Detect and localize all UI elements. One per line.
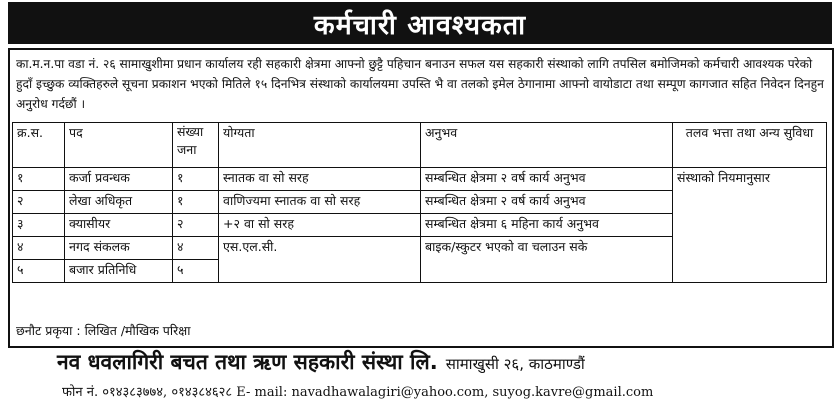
cell-experience: सम्बन्धित क्षेत्रमा २ वर्ष कार्य अनुभव [421, 168, 673, 191]
header-post: पद [65, 123, 173, 168]
cell-post: बजार प्रतिनिधि [65, 260, 173, 283]
cell-experience: बाइक/स्कुटर भएको वा चलाउन सके [421, 237, 673, 283]
vacancy-table [12, 122, 827, 283]
org-address: सामाखुसी २६, काठमाण्डौं [445, 355, 585, 373]
header-salary: तलव भत्ता तथा अन्य सुविधा [673, 123, 827, 168]
cell-post: क्यासीयर [65, 214, 173, 237]
cell-salary: संस्थाको नियमानुसार [673, 168, 827, 283]
cell-sn: २ [13, 191, 65, 214]
cell-count: १ [173, 168, 219, 191]
cell-count: १ [173, 191, 219, 214]
header-experience: अनुभव [421, 123, 673, 168]
intro-paragraph: का.म.न.पा वडा नं. २६ सामाखुशीमा प्रधान कार्यालय रही सहकारी क्षेत्रमा आफ्नो छुट्टै पहिचान बनाउन सफल यस सहकारी संस्थाको लागि तपसिल बमोजिमको कर्मचारी आवश्यक परेको हुदाँ इच्छुक व्यक्तिहरुले सूचना प्रकाशन भएको मितिले १५ दिनभित्र संस्थाको कार्यालयमा उपस्ति भै वा तलको इमेल ठेगानामा आफ्नो वायोडाटा तथा सम्पूण कागजात सहित निवेदन दिनहुन अनुरोध गर्दछौं । [16, 57, 824, 111]
cell-qualification: वाणिज्यमा स्नातक वा सो सरह [219, 191, 421, 214]
cell-sn: ४ [13, 237, 65, 260]
header-qualification: योग्यता [219, 123, 421, 168]
cell-count: २ [173, 214, 219, 237]
contact-line: फोन नं. ०१४३८३७७४, ०१४३८४६२८ E- mail: navadhawalagiri@yahoo.com, suyog.kavre@gmail.com [62, 385, 654, 400]
cell-sn: ५ [13, 260, 65, 283]
cell-experience: सम्बन्धित क्षेत्रमा २ वर्ष कार्य अनुभव [421, 191, 673, 214]
org-title: नव धवलागिरी बचत तथा ऋण सहकारी संस्था लि. [57, 350, 438, 374]
page-title: कर्मचारी आवश्यकता [313, 9, 527, 41]
cell-sn: ३ [13, 214, 65, 237]
cell-post: लेखा अधिकृत [65, 191, 173, 214]
selection-process: छनौट प्रकृया : लिखित /मौखिक परिक्षा [16, 323, 191, 338]
header-count: संख्या जना [173, 123, 219, 168]
cell-sn: १ [13, 168, 65, 191]
organization-name [57, 348, 585, 376]
title-banner [8, 2, 832, 44]
header-sn: क्र.स. [13, 123, 65, 168]
cell-post: नगद संकलक [65, 237, 173, 260]
cell-qualification: स्नातक वा सो सरह [219, 168, 421, 191]
cell-experience: सम्बन्धित क्षेत्रमा ६ महिना कार्य अनुभव [421, 214, 673, 237]
cell-post: कर्जा प्रवन्धक [65, 168, 173, 191]
cell-count: ५ [173, 260, 219, 283]
cell-qualification: एस.एल.सी. [219, 237, 421, 283]
cell-qualification: +२ वा सो सरह [219, 214, 421, 237]
cell-count: ४ [173, 237, 219, 260]
table-row [13, 168, 827, 191]
notice-box [8, 48, 834, 348]
table-header-row [13, 123, 827, 168]
